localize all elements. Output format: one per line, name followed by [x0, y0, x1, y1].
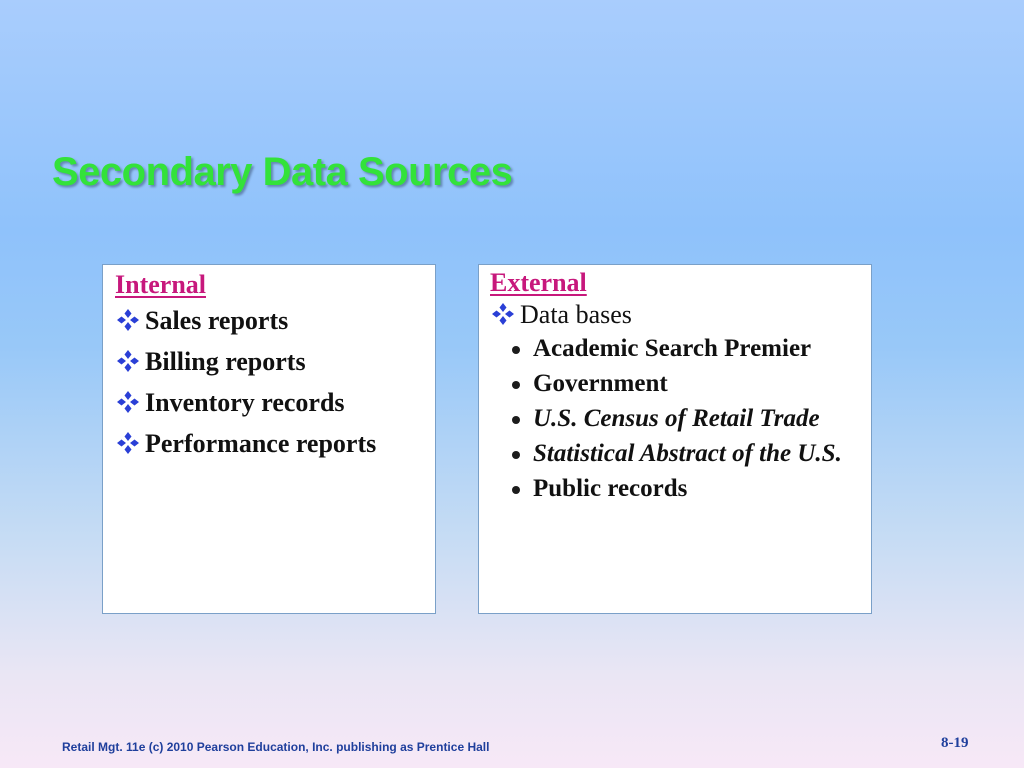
slide-title: Secondary Data Sources — [52, 150, 513, 194]
list-item — [510, 440, 861, 468]
subitem-label: Statistical Abstract of the U.S. — [533, 440, 842, 468]
four-diamond-bullet-icon — [115, 349, 141, 373]
subitem-label: Academic Search Premier — [533, 335, 812, 363]
round-dot-bullet-icon — [512, 381, 520, 389]
internal-item-label: Sales reports — [145, 306, 289, 336]
page-number: 8-19 — [941, 735, 969, 751]
four-diamond-bullet-icon — [115, 431, 141, 455]
list-item — [510, 370, 861, 398]
list-item — [115, 429, 425, 458]
internal-heading: Internal — [115, 270, 206, 299]
round-dot-bullet-icon — [512, 451, 520, 459]
subitem-label: Government — [533, 370, 668, 398]
internal-item-label: Billing reports — [145, 347, 306, 377]
subitem-label: U.S. Census of Retail Trade — [533, 405, 820, 433]
list-item — [510, 335, 861, 363]
external-list — [490, 300, 861, 329]
list-item — [510, 405, 861, 433]
list-item — [115, 347, 425, 376]
list-item — [115, 388, 425, 417]
internal-list — [115, 306, 425, 458]
round-dot-bullet-icon — [512, 486, 520, 494]
external-item-label: Data bases — [520, 300, 632, 330]
list-item — [510, 475, 861, 503]
subitem-label: Public records — [533, 475, 688, 503]
four-diamond-bullet-icon — [115, 308, 141, 332]
round-dot-bullet-icon — [512, 346, 520, 354]
list-item — [115, 306, 425, 335]
internal-item-label: Inventory records — [145, 388, 345, 418]
copyright-footer: Retail Mgt. 11e (c) 2010 Pearson Education, Inc. publishing as Prentice Hall — [62, 740, 490, 754]
four-diamond-bullet-icon — [115, 390, 141, 414]
internal-item-label: Performance reports — [145, 429, 377, 459]
round-dot-bullet-icon — [512, 416, 520, 424]
databases-sublist — [510, 335, 861, 503]
four-diamond-bullet-icon — [490, 302, 516, 326]
external-heading: External — [490, 268, 587, 297]
external-sources-box — [478, 264, 872, 614]
internal-sources-box — [102, 264, 436, 614]
list-item — [490, 300, 861, 329]
